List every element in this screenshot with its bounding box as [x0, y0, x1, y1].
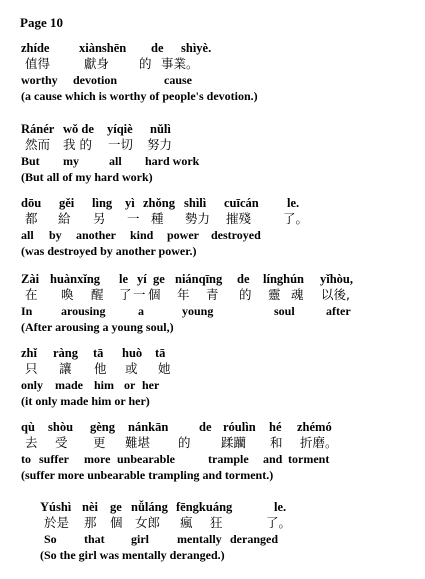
gloss-word: deranged	[230, 532, 278, 546]
pinyin-word: zhǒng	[143, 196, 175, 210]
pinyin-word: le.	[287, 196, 300, 210]
chinese-word: 我 的	[63, 137, 92, 152]
chinese-word: 一	[133, 287, 146, 302]
chinese-word: 另	[93, 211, 106, 226]
chinese-word: 勢力	[185, 211, 211, 226]
chinese-word: 的	[239, 287, 252, 302]
chinese-line	[21, 137, 421, 153]
pinyin-word: tā	[93, 346, 104, 360]
pinyin-word: wǒ de	[63, 122, 94, 136]
gloss-line	[21, 377, 421, 393]
gloss-word: after	[326, 304, 351, 318]
chinese-word: 的	[139, 56, 152, 71]
chinese-word: 給	[58, 211, 71, 226]
gloss-word: worthy	[21, 73, 58, 87]
chinese-word: 魂	[291, 287, 304, 302]
gloss-word: him	[94, 378, 115, 392]
gloss-word: But	[21, 154, 40, 168]
translation-line	[40, 547, 425, 563]
chinese-word: 年	[177, 287, 190, 302]
chinese-line	[21, 435, 421, 451]
gloss-word: power	[167, 228, 199, 242]
gloss-word: all	[21, 228, 34, 242]
pinyin-word: zhémó	[297, 420, 332, 434]
pinyin-word: tā	[155, 346, 166, 360]
chinese-word: 獻身	[84, 56, 110, 71]
chinese-word: 然而	[25, 137, 51, 152]
pinyin-word: nǚláng	[131, 500, 168, 514]
pinyin-word: yǐhòu,	[320, 272, 354, 286]
gloss-line	[21, 227, 421, 243]
gloss-word: young	[182, 304, 214, 318]
gloss-word: girl	[131, 532, 149, 546]
pinyin-word: zhíde	[21, 41, 50, 55]
translation-line	[21, 319, 421, 335]
chinese-word: 難堪	[125, 435, 151, 450]
gloss-word: only	[21, 378, 44, 392]
gloss-line	[21, 303, 421, 319]
pinyin-word: gěi	[59, 196, 75, 210]
gloss-word: cause	[164, 73, 192, 87]
sentence-block	[21, 419, 421, 483]
translation-text: (So the girl was mentally deranged.)	[40, 548, 225, 562]
gloss-word: by	[49, 228, 62, 242]
chinese-word: 蹂躪	[221, 435, 247, 450]
pinyin-word: línghún	[263, 272, 305, 286]
pinyin-word: de	[151, 41, 164, 55]
pinyin-word: Ránér	[21, 122, 55, 136]
page-number: Page 10	[20, 15, 63, 30]
sentence-block	[21, 345, 421, 409]
chinese-word: 和	[270, 435, 283, 450]
translation-line	[21, 243, 421, 259]
gloss-word: and	[263, 452, 283, 466]
pinyin-word: huò	[122, 346, 143, 360]
chinese-word: 受	[55, 435, 68, 450]
chinese-word: 靈	[268, 287, 281, 302]
pinyin-line	[21, 345, 421, 361]
gloss-word: soul	[274, 304, 295, 318]
chinese-word: 一切	[108, 137, 134, 152]
gloss-word: another	[76, 228, 116, 242]
sentence-block	[21, 40, 421, 104]
pinyin-line	[21, 40, 421, 56]
chinese-line	[40, 515, 425, 531]
translation-line	[21, 88, 421, 104]
chinese-word: 青	[206, 287, 219, 302]
gloss-word: arousing	[61, 304, 106, 318]
pinyin-word: zhǐ	[21, 346, 37, 360]
pinyin-word: nánkān	[128, 420, 169, 434]
chinese-word: 摧殘	[226, 211, 252, 226]
pinyin-word: fēngkuáng	[176, 500, 233, 514]
chinese-word: 折磨。	[300, 435, 338, 450]
gloss-word: mentally	[177, 532, 222, 546]
chinese-word: 在	[25, 287, 38, 302]
sentence-block	[21, 121, 421, 185]
chinese-word: 狂	[210, 515, 223, 530]
pinyin-word: le	[119, 272, 129, 286]
gloss-word: kind	[130, 228, 154, 242]
pinyin-word: dōu	[21, 196, 42, 210]
translation-text: (a cause which is worthy of people's devotion.)	[21, 89, 258, 103]
pinyin-word: le.	[274, 500, 287, 514]
pinyin-word: shòu	[48, 420, 74, 434]
pinyin-word: lìng	[92, 196, 113, 210]
chinese-word: 讓	[59, 361, 72, 376]
pinyin-line	[21, 419, 421, 435]
translation-line	[21, 467, 421, 483]
pinyin-word: de	[199, 420, 212, 434]
gloss-word: So	[44, 532, 57, 546]
pinyin-word: Zài	[21, 272, 40, 286]
gloss-word: or	[124, 378, 136, 392]
pinyin-word: yíqiè	[107, 122, 133, 136]
pinyin-word: nèi	[82, 500, 98, 514]
chinese-word: 瘋	[180, 515, 193, 530]
pinyin-word: yì	[125, 196, 135, 210]
gloss-line	[40, 531, 425, 547]
chinese-word: 了。	[266, 515, 292, 530]
sentence-block	[40, 499, 425, 563]
pinyin-word: shìlì	[184, 196, 207, 210]
chinese-word: 去	[25, 435, 38, 450]
gloss-word: all	[109, 154, 122, 168]
pinyin-line	[40, 499, 425, 515]
translation-text: (suffer more unbearable trampling and torment.)	[21, 468, 274, 482]
translation-text: (But all of my hard work)	[21, 170, 153, 184]
chinese-word: 值得	[25, 56, 51, 71]
gloss-word: that	[84, 532, 105, 546]
chinese-word: 女郎	[135, 515, 161, 530]
chinese-word: 那	[84, 515, 97, 530]
pinyin-word: cuīcán	[224, 196, 259, 210]
chinese-line	[21, 211, 421, 227]
translation-text: (it only made him or her)	[21, 394, 150, 408]
chinese-word: 了。	[283, 211, 309, 226]
gloss-word: unbearable	[117, 452, 176, 466]
chinese-word: 她	[158, 361, 171, 376]
chinese-word: 個	[148, 287, 161, 302]
gloss-word: her	[142, 378, 160, 392]
gloss-word: In	[21, 304, 33, 318]
pinyin-word: hé	[269, 420, 282, 434]
chinese-line	[21, 361, 421, 377]
gloss-word: suffer	[39, 452, 69, 466]
pinyin-word: róulìn	[223, 420, 256, 434]
pinyin-line	[21, 195, 421, 211]
chinese-word: 醒	[91, 287, 104, 302]
pinyin-word: ge	[110, 500, 122, 514]
pinyin-word: huànxǐng	[50, 272, 101, 286]
chinese-line	[21, 56, 421, 72]
translation-text: (was destroyed by another power.)	[21, 244, 197, 258]
chinese-word: 一	[127, 211, 140, 226]
chinese-word: 都	[25, 211, 38, 226]
chinese-word: 了	[119, 287, 132, 302]
chinese-word: 事業。	[161, 56, 199, 71]
pinyin-word: ràng	[53, 346, 78, 360]
chinese-word: 他	[94, 361, 107, 376]
pinyin-word: xiànshēn	[79, 41, 127, 55]
chinese-word: 更	[93, 435, 106, 450]
pinyin-word: nǔlì	[150, 122, 171, 136]
pinyin-word: yí	[137, 272, 147, 286]
chinese-word: 於是	[44, 515, 70, 530]
gloss-word: to	[21, 452, 31, 466]
gloss-line	[21, 153, 421, 169]
chinese-word: 喚	[61, 287, 74, 302]
gloss-word: made	[55, 378, 83, 392]
pinyin-word: ge	[153, 272, 165, 286]
gloss-word: destroyed	[211, 228, 261, 242]
sentence-block	[21, 271, 421, 335]
pinyin-word: gèng	[90, 420, 115, 434]
gloss-word: trample	[208, 452, 249, 466]
chinese-word: 或	[125, 361, 138, 376]
chinese-word: 努力	[147, 137, 173, 152]
chinese-word: 種	[151, 211, 164, 226]
gloss-word: torment	[288, 452, 330, 466]
pinyin-word: de	[237, 272, 250, 286]
pinyin-word: Yúshì	[40, 500, 72, 514]
pinyin-word: niánqīng	[175, 272, 223, 286]
chinese-word: 以後,	[321, 287, 350, 302]
gloss-word: hard work	[145, 154, 200, 168]
pinyin-word: qù	[21, 420, 35, 434]
gloss-word: more	[84, 452, 111, 466]
chinese-line	[21, 287, 421, 303]
translation-line	[21, 169, 421, 185]
gloss-line	[21, 72, 421, 88]
gloss-word: a	[138, 304, 144, 318]
sentence-block	[21, 195, 421, 259]
translation-text: (After arousing a young soul,)	[21, 320, 174, 334]
chinese-word: 只	[25, 361, 38, 376]
chinese-word: 個	[110, 515, 123, 530]
pinyin-line	[21, 121, 421, 137]
pinyin-line	[21, 271, 421, 287]
gloss-word: my	[63, 154, 79, 168]
chinese-word: 的	[178, 435, 191, 450]
gloss-line	[21, 451, 421, 467]
gloss-word: devotion	[73, 73, 118, 87]
pinyin-word: shìyè.	[181, 41, 212, 55]
translation-line	[21, 393, 421, 409]
